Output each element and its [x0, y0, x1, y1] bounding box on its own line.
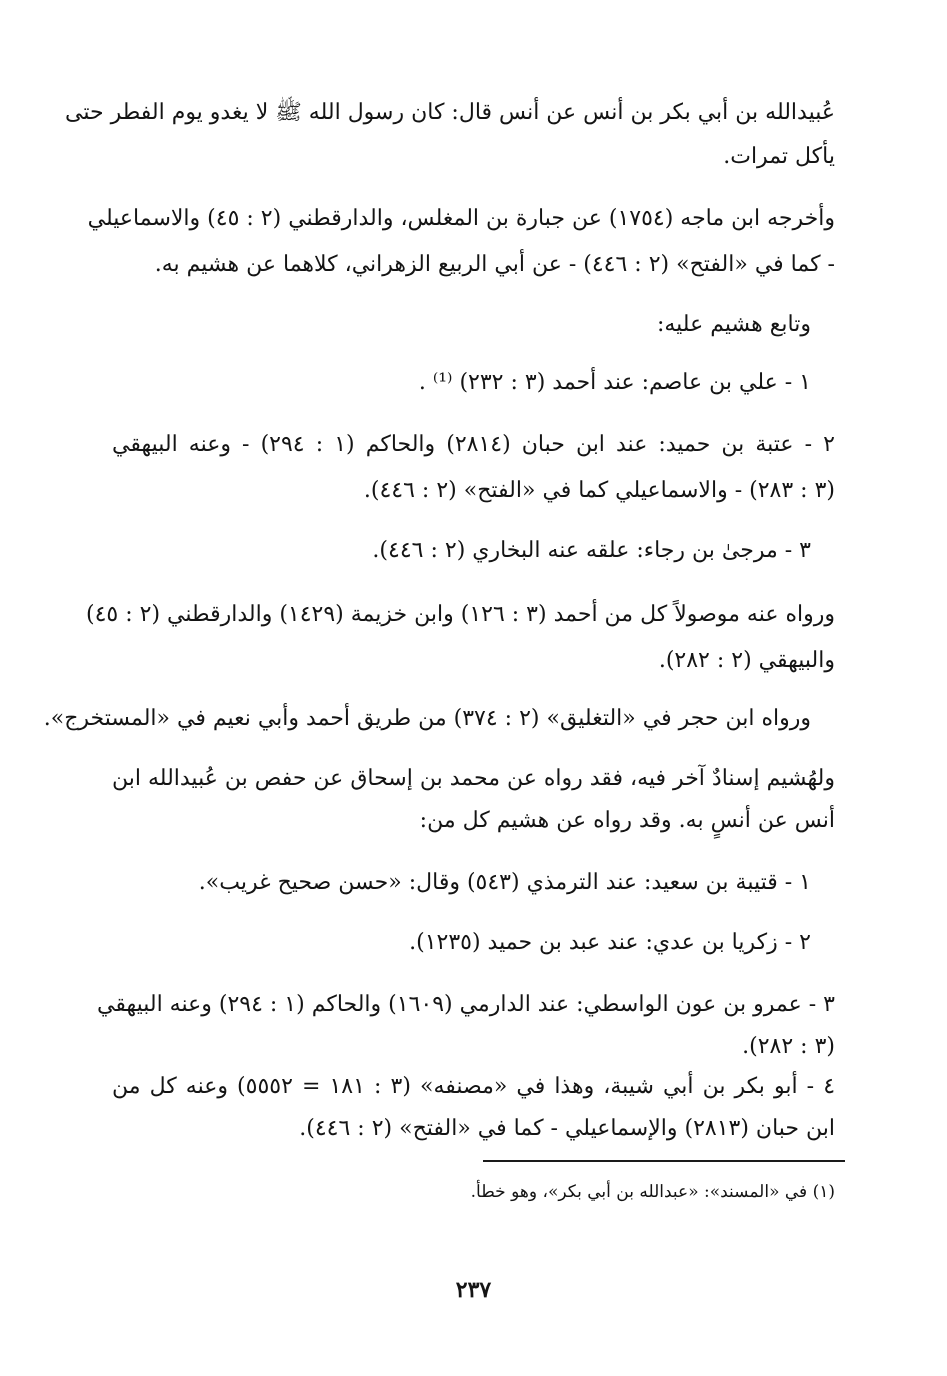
list-item: ٢ - زكريا بن عدي: عند عبد بن حميد (١٢٣٥). — [409, 930, 811, 955]
list-item: ٣ - عمرو بن عون الواسطي: عند الدارمي (١٦٠٩) والحاكم (١ : ٢٩٤) وعنه البيهقي — [96, 992, 835, 1017]
text-line: ولهُشيم إسنادٌ آخر فيه، فقد رواه عن محمد بن إسحاق عن حفص بن عُبيدالله ابن — [112, 766, 835, 791]
page-number: ٢٣٧ — [455, 1277, 492, 1303]
text-line: ورواه ابن حجر في «التغليق» (٢ : ٣٧٤) من طريق أحمد وأبي نعيم في «المستخرج». — [43, 706, 811, 731]
text-line: يأكل تمرات. — [723, 144, 835, 169]
text-line: ورواه عنه موصولاً كل من أحمد (٣ : ١٢٦) وابن خزيمة (١٤٢٩) والدارقطني (٢ : ٤٥) — [86, 602, 835, 627]
text-line: وتابع هشيم عليه: — [656, 312, 811, 337]
list-item: ٢ - عتبة بن حميد: عند ابن حبان (٢٨١٤) والحاكم (١ : ٢٩٤) - وعنه البيهقي — [112, 432, 835, 457]
text-line: ابن حبان (٢٨١٣) والإسماعيلي - كما في «الفتح» (٢ : ٤٤٦). — [299, 1116, 835, 1141]
text-line: والبيهقي (٢ : ٢٨٢). — [658, 648, 835, 673]
text-line: أنس عن أنسٍ به. وقد رواه عن هشيم كل من: — [419, 808, 835, 833]
footnote-separator — [483, 1160, 845, 1162]
list-item: ١ - قتيبة بن سعيد: عند الترمذي (٥٤٣) وقال: «حسن صحيح غريب». — [198, 870, 811, 895]
list-item: ٤ - أبو بكر بن أبي شيبة، وهذا في «مصنفه» (٣ : ١٨١ = ٥٥٥٢) وعنه كل من — [112, 1074, 836, 1099]
text-line: - كما في «الفتح» (٢ : ٤٤٦) - عن أبي الربيع الزهراني، كلاهما عن هشيم به. — [154, 252, 835, 277]
footnote: (١) في «المسند»: «عبدالله بن أبي بكر»، وهو خطأ. — [470, 1182, 835, 1202]
text-line: عُبيدالله بن أبي بكر بن أنس عن أنس قال: كان رسول الله ﷺ لا يغدو يوم الفطر حتى — [65, 100, 835, 125]
list-item: ٣ - مرجىٰ بن رجاء: علقه عنه البخاري (٢ : ٤٤٦). — [372, 538, 811, 563]
list-item: ١ - علي بن عاصم: عند أحمد (٣ : ٢٣٢) ⁽¹⁾ . — [418, 370, 811, 395]
text-line: (٣ : ٢٨٣) - والاسماعيلي كما في «الفتح» (٢ : ٤٤٦). — [363, 478, 835, 503]
text-line: (٣ : ٢٨٢). — [742, 1034, 835, 1059]
text-line: وأخرجه ابن ماجه (١٧٥٤) عن جبارة بن المغلس، والدارقطني (٢ : ٤٥) والاسماعيلي — [87, 206, 835, 231]
